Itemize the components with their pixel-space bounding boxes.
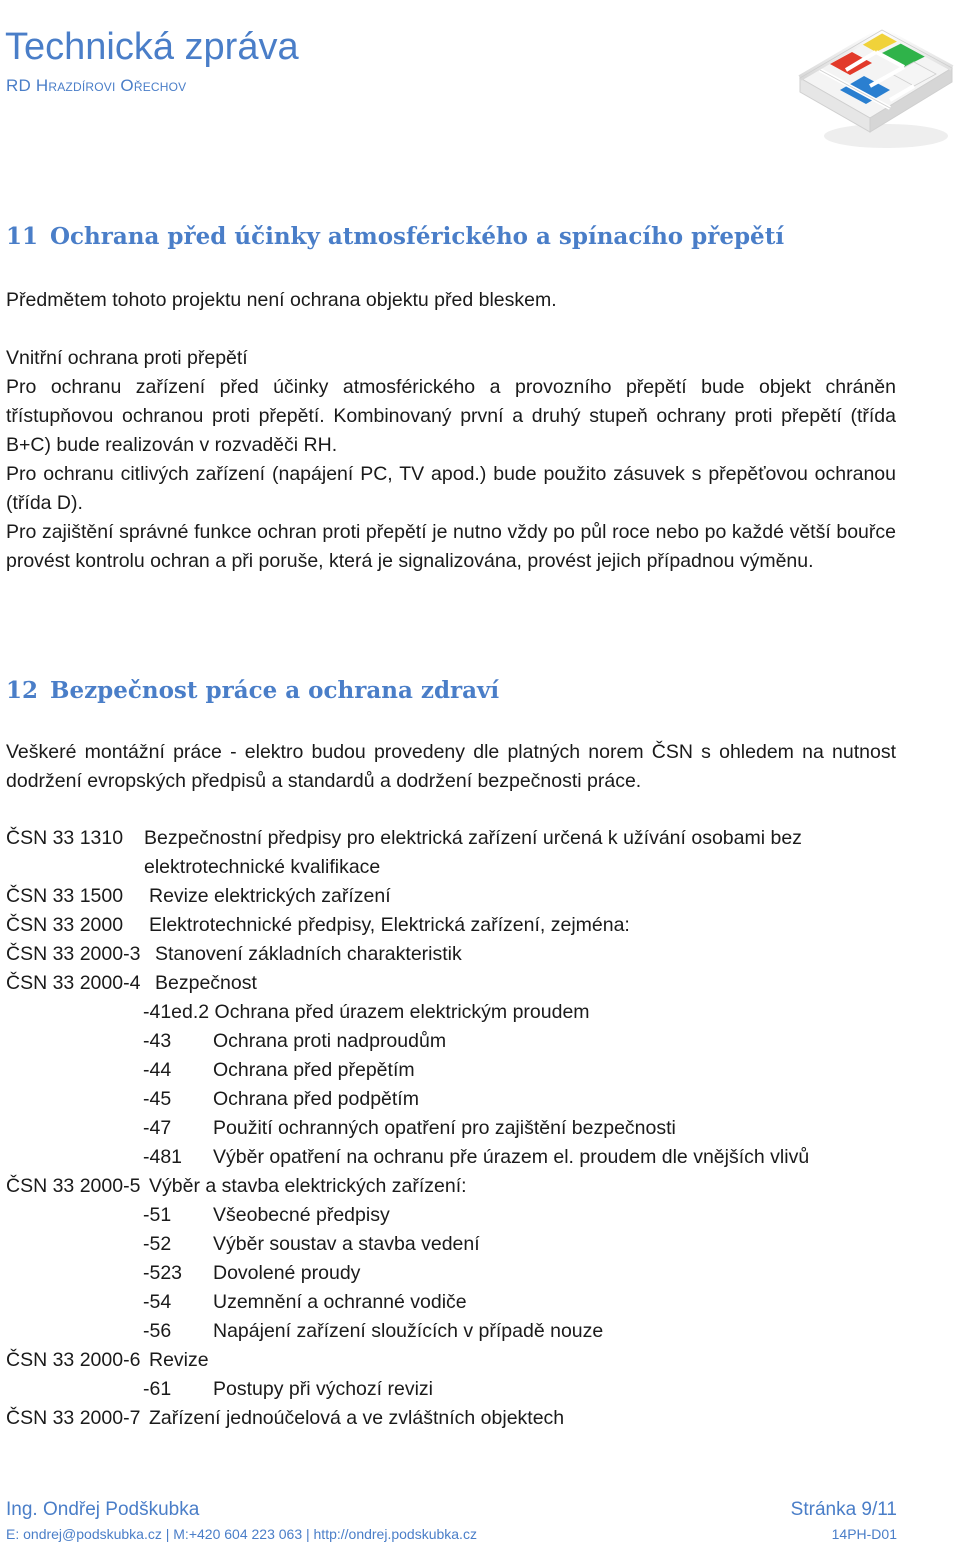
norm-sub-description: Napájení zařízení sloužících v případě nouze <box>213 1320 604 1342</box>
norm-code: ČSN 33 2000-5 <box>6 1175 141 1197</box>
norm-sub-row <box>6 1375 906 1404</box>
section-12-intro: Veškeré montážní práce - elektro budou provedeny dle platných norem ČSN s ohledem na nutnost dodržení evropských předpisů a standardů a dodržení bezpečnosti práce. <box>6 741 896 792</box>
norm-description: Bezpečnost <box>155 972 257 994</box>
norm-sub-description: Uzemnění a ochranné vodiče <box>213 1291 467 1313</box>
norm-sub-row <box>6 1056 906 1085</box>
norm-sub-row <box>6 1143 906 1172</box>
norm-description: Revize <box>149 1349 209 1371</box>
norm-description: Stanovení základních charakteristik <box>155 943 462 965</box>
section-11-intro: Předmětem tohoto projektu není ochrana objektu před bleskem. <box>6 289 557 311</box>
norm-sub-row <box>6 1201 906 1230</box>
norm-sub-row <box>6 1085 906 1114</box>
norm-sub-description: Ochrana před podpětím <box>213 1088 419 1110</box>
section-12-heading <box>6 676 499 706</box>
norm-sub-row <box>6 1230 906 1259</box>
norm-description: Revize elektrických zařízení <box>149 885 391 907</box>
norm-row <box>6 824 906 882</box>
footer-contact: E: ondrej@podskubka.cz | M:+420 604 223 063 | http://ondrej.podskubka.cz <box>6 1526 477 1542</box>
norm-sub-row <box>6 1317 906 1346</box>
norm-sub-part: -481 <box>143 1146 183 1168</box>
document-subtitle: RD Hrazdírovi Ořechov <box>6 76 187 95</box>
norm-code: ČSN 33 2000-4 <box>6 972 141 994</box>
norm-row <box>6 1346 906 1375</box>
norm-sub-row <box>6 998 906 1027</box>
section-title: Ochrana před účinky atmosférického a spínacího přepětí <box>50 223 785 250</box>
norm-sub-row <box>6 1027 906 1056</box>
norm-description: Elektrotechnické předpisy, Elektrická zařízení, zejména: <box>149 914 630 936</box>
norm-row <box>6 940 906 969</box>
norm-sub-part: -43 <box>143 1030 172 1052</box>
paragraph: Pro ochranu zařízení před účinky atmosférického a provozního přepětí bude objekt chráněn třístupňovou ochranou proti přepětí. Kombinovaný první a druhý stupeň ochrany proti přepětí (třída B+C) bude realizován v rozvaděči RH. <box>6 376 896 456</box>
norm-row <box>6 911 906 940</box>
norm-code: ČSN 33 2000-3 <box>6 943 141 965</box>
footer-author: Ing. Ondřej Podškubka <box>6 1499 200 1520</box>
norm-sub-part: -51 <box>143 1204 172 1226</box>
norm-sub-description: Výběr soustav a stavba vedení <box>213 1233 480 1255</box>
norm-sub-part: -61 <box>143 1378 172 1400</box>
norm-code: ČSN 33 1500 <box>6 885 124 907</box>
subsection-heading: Vnitřní ochrana proti přepětí <box>6 347 248 369</box>
norm-sub-part: -52 <box>143 1233 172 1255</box>
norm-code: ČSN 33 2000 <box>6 914 124 936</box>
norm-sub-part: -523 <box>143 1262 183 1284</box>
norm-sub-description: Ochrana před přepětím <box>213 1059 415 1081</box>
norm-row <box>6 969 906 998</box>
norm-description: Zařízení jednoúčelová a ve zvláštních objektech <box>149 1407 565 1429</box>
norm-sub-description: Výběr opatření na ochranu pře úrazem el. proudem dle vnějších vlivů <box>213 1146 810 1168</box>
section-title: Bezpečnost práce a ochrana zdraví <box>50 677 500 704</box>
section-number: 12 <box>6 677 39 704</box>
norm-sub-description: Dovolené proudy <box>213 1262 361 1284</box>
isometric-house-plan-icon <box>790 8 958 158</box>
norm-sub-part: -54 <box>143 1291 172 1313</box>
norm-sub-part: -56 <box>143 1320 172 1342</box>
paragraph: Pro ochranu citlivých zařízení (napájení PC, TV apod.) bude použito zásuvek s přepěťovou ochranou (třída D). <box>6 463 896 514</box>
norm-sub-part: -47 <box>143 1117 172 1139</box>
document-title: Technická zpráva <box>5 26 299 68</box>
norm-sub-description: Všeobecné předpisy <box>213 1204 390 1226</box>
norm-sub-part: -41ed.2 Ochrana před úrazem elektrickým proudem <box>143 1001 590 1023</box>
norm-sub-part: -44 <box>143 1059 172 1081</box>
section-number: 11 <box>6 223 39 250</box>
section-11-heading <box>6 222 784 252</box>
norm-description: Výběr a stavba elektrických zařízení: <box>149 1175 467 1197</box>
norm-sub-row <box>6 1288 906 1317</box>
norm-description: Bezpečnostní předpisy pro elektrická zařízení určená k užívání osobami bez elektrotechnické kvalifikace <box>144 827 802 878</box>
norm-sub-description: Postupy při výchozí revizi <box>213 1378 433 1400</box>
norm-code: ČSN 33 2000-6 <box>6 1349 141 1371</box>
norm-code: ČSN 33 1310 <box>6 827 124 849</box>
norms-list <box>6 824 906 1433</box>
norm-row <box>6 1172 906 1201</box>
footer-page-number: Stránka 9/11 <box>790 1499 897 1520</box>
norm-sub-description: Použití ochranných opatření pro zajištění bezpečnosti <box>213 1117 676 1139</box>
norm-row <box>6 1404 906 1433</box>
norm-code: ČSN 33 2000-7 <box>6 1407 141 1429</box>
norm-sub-row <box>6 1114 906 1143</box>
norm-sub-row <box>6 1259 906 1288</box>
norm-row <box>6 882 906 911</box>
norm-sub-part: -45 <box>143 1088 172 1110</box>
norm-sub-description: Ochrana proti nadproudům <box>213 1030 447 1052</box>
paragraph: Pro zajištění správné funkce ochran proti přepětí je nutno vždy po půl roce nebo po každé větší bouřce provést kontrolu ochran a při poruše, která je signalizována, provést jejich případnou výměnu. <box>6 521 896 572</box>
footer-document-code: 14PH-D01 <box>831 1526 897 1542</box>
